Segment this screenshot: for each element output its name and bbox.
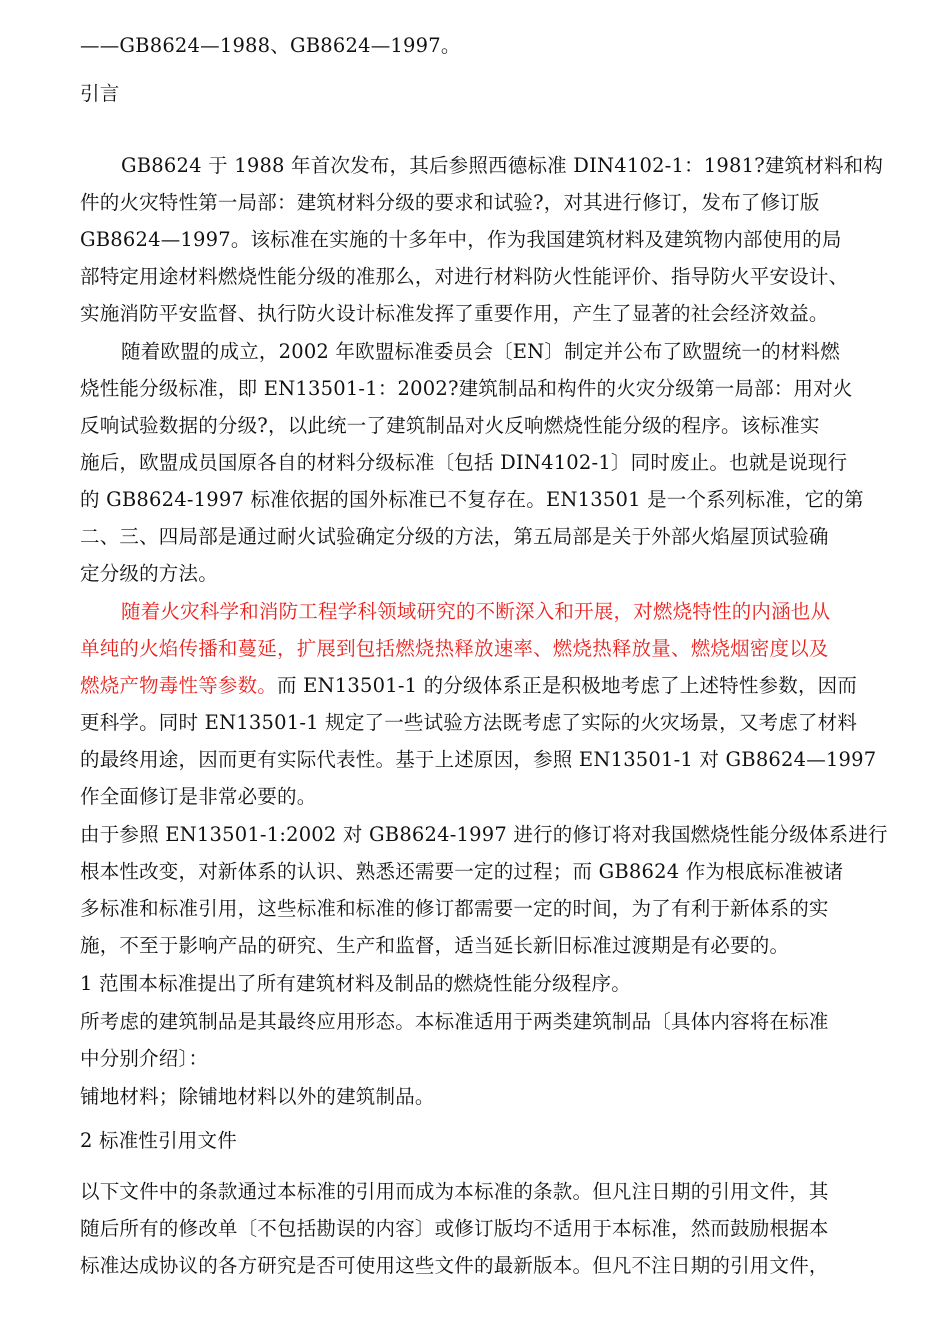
text-line: 定分级的方法。 <box>80 562 218 585</box>
text-line: 施后，欧盟成员国原各自的材料分级标准〔包括 DIN4102-1〕同时废止。也就是说现行 <box>80 451 848 474</box>
text-line: 标准达成协议的各方研究是否可使用这些文件的最新版本。但凡不注日期的引用文件， <box>80 1254 829 1277</box>
text-line: 随后所有的修改单〔不包括勘误的内容〕或修订版均不适用于本标准，然而鼓励根据本 <box>80 1217 829 1240</box>
mixed-text-line <box>80 672 857 700</box>
section-scope: 1 范围本标准提出了所有建筑材料及制品的燃烧性能分级程序。 <box>80 972 631 995</box>
text-line: 以下文件中的条款通过本标准的引用而成为本标准的条款。但凡注日期的引用文件，其 <box>80 1180 829 1203</box>
text-line: 部特定用途材料燃烧性能分级的准那么，对进行材料防火性能评价、指导防火平安设计、 <box>80 265 849 288</box>
text-line: 的最终用途，因而更有实际代表性。基于上述原因，参照 EN13501-1 对 GB8624—1997 <box>80 748 877 771</box>
text-line: 实施消防平安监督、执行防火设计标准发挥了重要作用，产生了显著的社会经济效益。 <box>80 302 829 325</box>
text-line: 所考虑的建筑制品是其最终应用形态。本标准适用于两类建筑制品〔具体内容将在标准 <box>80 1010 829 1033</box>
text-line: GB8624 于 1988 年首次发布，其后参照西德标准 DIN4102-1：1981?建筑材料和构 <box>121 154 884 177</box>
text-line: 多标准和标准引用，这些标准和标准的修订都需要一定的时间，为了有利于新体系的实 <box>80 897 829 920</box>
text-line: 铺地材料；除铺地材料以外的建筑制品。 <box>80 1085 435 1108</box>
highlighted-text-line: 随着火灾科学和消防工程学科领域研究的不断深入和开展，对燃烧特性的内涵也从 <box>121 600 831 623</box>
text-line: GB8624—1997。该标准在实施的十多年中，作为我国建筑材料及建筑物内部使用的局 <box>80 228 842 251</box>
text-line: 由于参照 EN13501-1:2002 对 GB8624-1997 进行的修订将对我国燃烧性能分级体系进行 <box>80 823 888 846</box>
text-line: 的 GB8624-1997 标准依据的国外标准已不复存在。EN13501 是一个系列标准，它的第 <box>80 488 864 511</box>
text-line: 反响试验数据的分级?，以此统一了建筑制品对火反响燃烧性能分级的程序。该标准实 <box>80 414 820 437</box>
text-fragment: 而 EN13501-1 的分级体系正是积极地考虑了上述特性参数，因而 <box>277 674 858 697</box>
highlighted-text-line: 单纯的火焰传播和蔓延，扩展到包括燃烧热释放速率、燃烧热释放量、燃烧烟密度以及 <box>80 637 829 660</box>
text-line: 作全面修订是非常必要的。 <box>80 785 317 808</box>
text-line: 中分别介绍〕： <box>80 1047 209 1070</box>
text-line: 件的火灾特性第一局部：建筑材料分级的要求和试验?，对其进行修订，发布了修订版 <box>80 191 820 214</box>
section-heading-intro: 引言 <box>80 82 120 105</box>
highlighted-text-fragment: 燃烧产物毒性等参数。 <box>80 674 278 697</box>
text-line: ——GB8624—1988、GB8624—1997。 <box>80 34 461 57</box>
text-line: 根本性改变，对新体系的认识、熟悉还需要一定的过程；而 GB8624 作为根底标准被诸 <box>80 860 844 883</box>
text-line: 随着欧盟的成立，2002 年欧盟标准委员会〔EN〕制定并公布了欧盟统一的材料燃 <box>121 340 840 363</box>
section-heading-references: 2 标准性引用文件 <box>80 1129 237 1152</box>
text-line: 二、三、四局部是通过耐火试验确定分级的方法，第五局部是关于外部火焰屋顶试验确 <box>80 525 829 548</box>
text-line: 施，不至于影响产品的研究、生产和监督，适当延长新旧标准过渡期是有必要的。 <box>80 934 790 957</box>
text-line: 烧性能分级标准，即 EN13501-1：2002?建筑制品和构件的火灾分级第一局部：用对火 <box>80 377 853 400</box>
text-line: 更科学。同时 EN13501-1 规定了一些试验方法既考虑了实际的火灾场景，又考虑了材料 <box>80 711 858 734</box>
